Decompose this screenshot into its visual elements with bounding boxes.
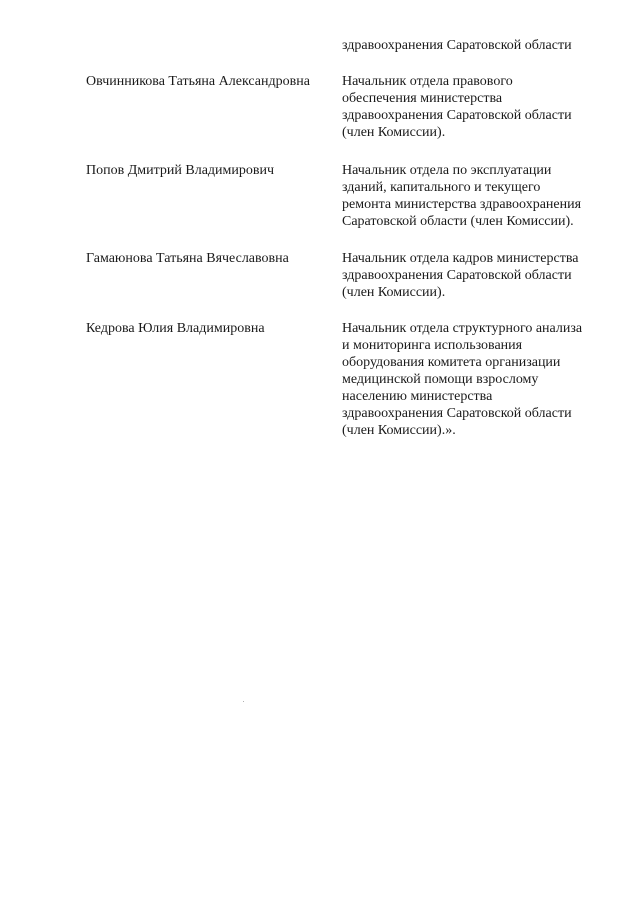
member-name: Гамаюнова Татьяна Вячеславовна bbox=[86, 251, 289, 266]
description-line: Начальник отдела правового bbox=[342, 74, 513, 89]
description-line: здравоохранения Саратовской области bbox=[342, 406, 572, 421]
description-line: здравоохранения Саратовской области bbox=[342, 108, 572, 123]
description-line: Начальник отдела по эксплуатации bbox=[342, 163, 552, 178]
description-line: Начальник отдела кадров министерства bbox=[342, 251, 579, 266]
description-line: и мониторинга использования bbox=[342, 338, 523, 353]
continuation-text: здравоохранения Саратовской области bbox=[342, 38, 572, 53]
description-line: ремонта министерства здравоохранения bbox=[342, 197, 582, 212]
description-line: (член Комиссии).». bbox=[342, 423, 456, 438]
description-line: (член Комиссии). bbox=[342, 285, 446, 300]
member-description bbox=[342, 320, 627, 439]
description-line: зданий, капитального и текущего bbox=[342, 180, 541, 195]
description-line: Саратовской области (член Комиссии). bbox=[342, 214, 574, 229]
member-name: Попов Дмитрий Владимирович bbox=[86, 163, 275, 178]
description-line: медицинской помощи взрослому bbox=[342, 372, 539, 387]
member-description bbox=[342, 162, 627, 230]
member-name: Кедрова Юлия Владимировна bbox=[86, 321, 265, 336]
description-line: (член Комиссии). bbox=[342, 125, 446, 140]
member-name: Овчинникова Татьяна Александровна bbox=[86, 74, 310, 89]
member-description bbox=[342, 73, 627, 141]
description-line: оборудования комитета организации bbox=[342, 355, 561, 370]
description-line: населению министерства bbox=[342, 389, 493, 404]
description-line: Начальник отдела структурного анализа bbox=[342, 321, 583, 336]
member-description bbox=[342, 250, 627, 301]
scan-speck bbox=[243, 701, 244, 702]
description-line: здравоохранения Саратовской области bbox=[342, 268, 572, 283]
description-line: обеспечения министерства bbox=[342, 91, 503, 106]
